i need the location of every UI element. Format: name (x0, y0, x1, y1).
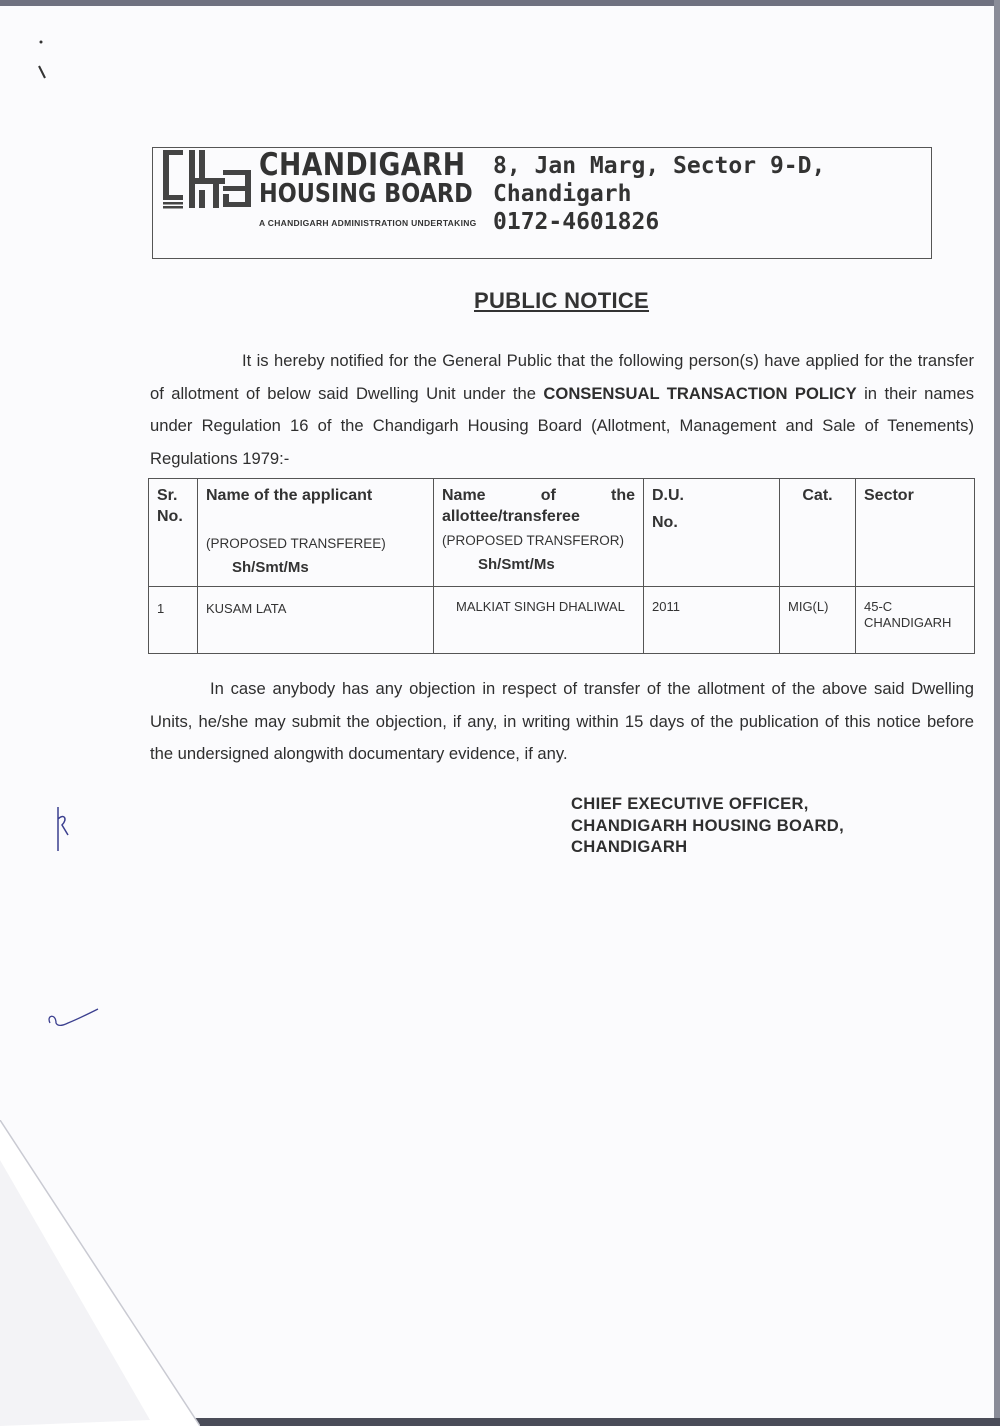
scan-edge-top (0, 0, 1000, 6)
handwritten-initial-mark (50, 805, 80, 855)
signatory-city: CHANDIGARH (571, 837, 688, 856)
notice-paragraph-2 (150, 673, 974, 771)
organization-name (259, 147, 473, 209)
allotment-table (148, 478, 975, 654)
org-name-line1: CHANDIGARH (259, 147, 466, 183)
cell-sector: 45-C CHANDIGARH (856, 587, 975, 654)
header-category: Cat. (780, 479, 856, 587)
chb-logo-icon (163, 150, 251, 212)
handwritten-scribble-mark (44, 1005, 104, 1035)
notice-paragraph-1 (150, 345, 974, 475)
table-header-row (149, 479, 975, 587)
phone-number: 0172-4601826 (493, 209, 660, 235)
margin-mark-top (34, 38, 54, 88)
address-line2: Chandigarh (493, 181, 632, 207)
header-sr-no: Sr. No. (149, 479, 198, 587)
notice-title: PUBLIC NOTICE (474, 288, 650, 313)
policy-name: CONSENSUAL TRANSACTION POLICY (543, 383, 857, 403)
para1-text-start: It is hereby notified for the General Public that the following person(s) have applied for the transfer of allotment of below said Dwelling Unit under the (150, 351, 974, 403)
signature-block (571, 793, 844, 858)
org-tagline: A CHANDIGARH ADMINISTRATION UNDERTAKING (259, 218, 477, 228)
signatory-title: CHIEF EXECUTIVE OFFICER, (571, 794, 809, 813)
para1-text-end: in their names under Regulation 16 of the Chandigarh Housing Board (Allotment, Management and Sale of Tenements) Regulations 1979:- (150, 383, 974, 468)
cell-du-no: 2011 (644, 587, 780, 654)
header-du-no: D.U. No. (644, 479, 780, 587)
org-name-line2: HOUSING BOARD (259, 179, 473, 209)
folded-corner (0, 1120, 200, 1426)
office-address (493, 152, 825, 236)
cell-applicant-name: KUSAM LATA (198, 587, 434, 654)
header-applicant: Name of the applicant (PROPOSED TRANSFEREE) Sh/Smt/Ms (198, 479, 434, 587)
header-allottee: Name of the allottee/transferee (PROPOSED TRANSFEROR) Sh/Smt/Ms (434, 479, 644, 587)
cell-sr-no: 1 (149, 587, 198, 654)
cell-category: MIG(L) (780, 587, 856, 654)
letterhead-box (152, 147, 932, 259)
cell-allottee-name: MALKIAT SINGH DHALIWAL (434, 587, 644, 654)
table-row (149, 587, 975, 654)
scan-edge-right (994, 0, 1000, 1426)
header-sector: Sector (856, 479, 975, 587)
objection-text: In case anybody has any objection in respect of transfer of the allotment of the above said Dwelling Units, he/she may submit the objection, if any, in writing within 15 days of the publication of this notice before the undersigned alongwith documentary evidence, if any. (150, 679, 974, 763)
signatory-org: CHANDIGARH HOUSING BOARD, (571, 815, 844, 835)
address-line1: 8, Jan Marg, Sector 9-D, (493, 153, 826, 179)
